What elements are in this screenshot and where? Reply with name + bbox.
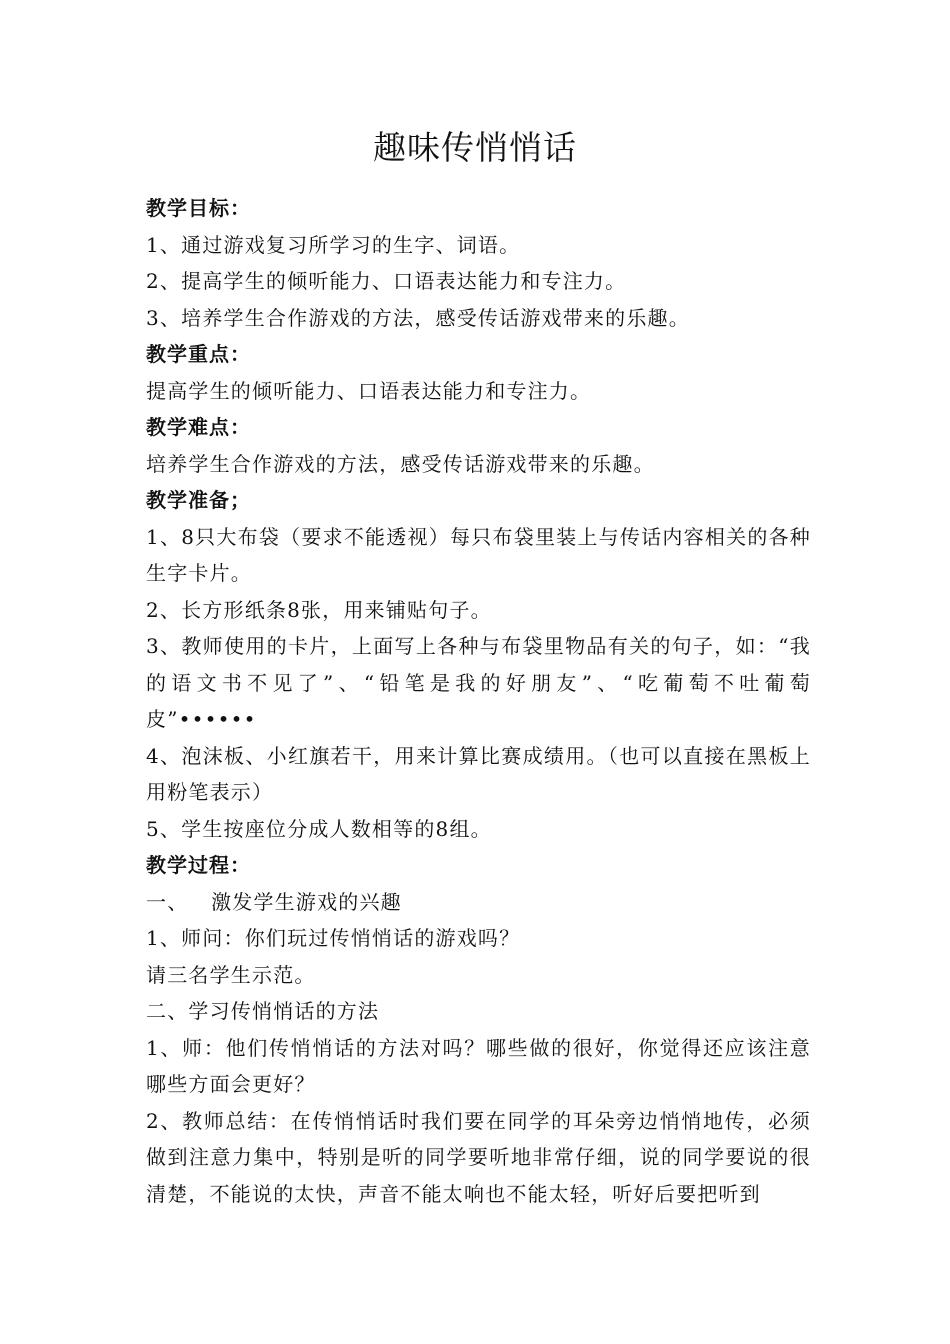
preparation-item-1: 1、8只大布袋（要求不能透视）每只布袋里装上与传话内容相关的各种生字卡片。 xyxy=(146,524,811,585)
process-step-1-item-1: 1、师问：你们玩过传悄悄话的游戏吗？ xyxy=(146,926,521,950)
document-title: 趣味传悄悄话 xyxy=(373,128,577,167)
objective-item-1: 1、通过游戏复习所学习的生字、词语。 xyxy=(146,232,521,257)
document-body xyxy=(146,190,811,1212)
preparation-item-3: 3、教师使用的卡片，上面写上各种与布袋里物品有关的句子，如：“我的语文书不见了”、“铅笔是我的好朋友”、“吃葡萄不吐葡萄皮”•••••• xyxy=(146,634,811,731)
section-heading-objectives: 教学目标： xyxy=(146,196,251,220)
preparation-item-5: 5、学生按座位分成人数相等的8组。 xyxy=(146,816,492,841)
process-step-2-item-2: 2、教师总结：在传悄悄话时我们要在同学的耳朵旁边悄悄地传，必须做到注意力集中，特别是听的同学要听地非常仔细，说的同学要说的很清楚，不能说的太快，声音不能太响也不能太轻，听好后要把听到 xyxy=(146,1108,811,1206)
section-heading-difficulties: 教学难点： xyxy=(146,415,251,439)
difficulty-text: 培养学生合作游戏的方法，感受传话游戏带来的乐趣。 xyxy=(146,451,655,476)
section-heading-preparation: 教学准备； xyxy=(146,488,251,512)
section-heading-key-points: 教学重点： xyxy=(146,342,251,366)
preparation-item-4: 4、泡沫板、小红旗若干，用来计算比赛成绩用。（也可以直接在黑板上用粉笔表示） xyxy=(146,743,811,804)
key-point-text: 提高学生的倾听能力、口语表达能力和专注力。 xyxy=(146,378,592,403)
objective-item-3: 3、培养学生合作游戏的方法，感受传话游戏带来的乐趣。 xyxy=(146,305,690,330)
objective-item-2: 2、提高学生的倾听能力、口语表达能力和专注力。 xyxy=(146,269,627,293)
process-step-2-heading: 二、学习传悄悄话的方法 xyxy=(146,999,380,1023)
process-step-2-item-1: 1、师：他们传悄悄话的方法对吗？哪些做的很好，你觉得还应该注意哪些方面会更好？ xyxy=(146,1035,811,1096)
process-step-1-item-2: 请三名学生示范。 xyxy=(146,962,316,987)
preparation-item-2: 2、长方形纸条8张，用来铺贴句子。 xyxy=(146,597,492,622)
section-heading-process: 教学过程： xyxy=(146,853,251,877)
process-step-1-heading: 一、 激发学生游戏的兴趣 xyxy=(146,889,402,914)
